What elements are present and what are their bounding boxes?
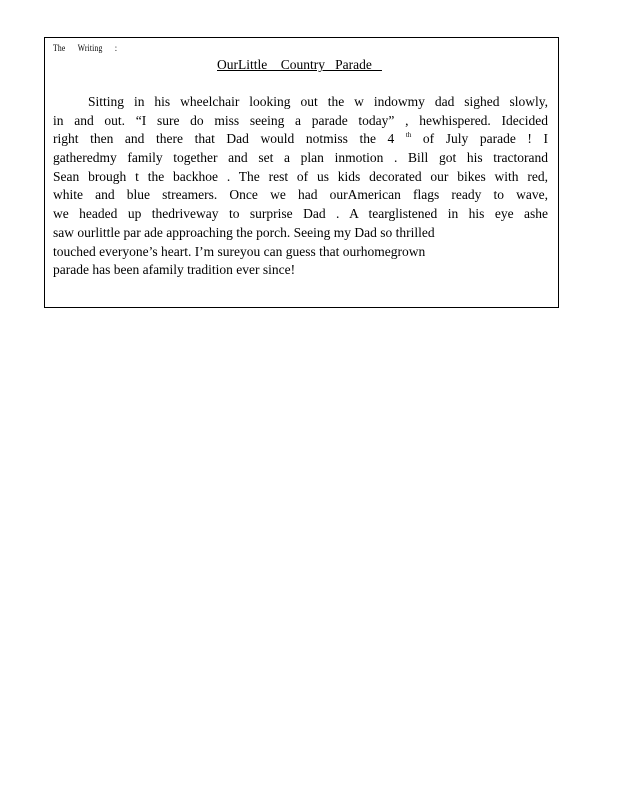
story-line: gatheredmy family together and set a plan inmotion . Bill got his tractorand [53, 150, 548, 166]
story-line: Sitting in his wheelchair looking out the w indowmy dad sighed slowly, [88, 94, 548, 109]
story-line: parade has been afamily tradition ever since! [53, 262, 296, 278]
story-line: saw ourlittle par ade approaching the porch. Seeing my Dad so thrilled [53, 224, 435, 240]
ordinal-suffix: th [405, 131, 412, 140]
story-body [53, 93, 548, 280]
story-line: Sean brough t the backhoe . The rest of us kids decorated our bikes with red, [53, 168, 548, 184]
story-line: touched everyone’s heart. I’m sureyou can guess that ourhomegrown [53, 243, 426, 259]
writing-box [44, 37, 559, 308]
story-line: in and out. “I sure do miss seeing a parade today” , hewhispered. Idecided [53, 112, 548, 128]
story-line-text: of July parade ! I [411, 131, 548, 147]
story-line: white and blue streamers. Once we had ourAmerican flags ready to wave, [53, 187, 548, 203]
story-line-text: right then and there that Dad would notmiss the 4 [53, 131, 406, 147]
story-line: we headed up thedriveway to surprise Dad . A tearglistened in his eye ashe [53, 206, 548, 222]
story-title: OurLittle Country Parade [217, 57, 382, 72]
story-line [53, 130, 548, 149]
section-label: The Writing : [53, 43, 118, 53]
